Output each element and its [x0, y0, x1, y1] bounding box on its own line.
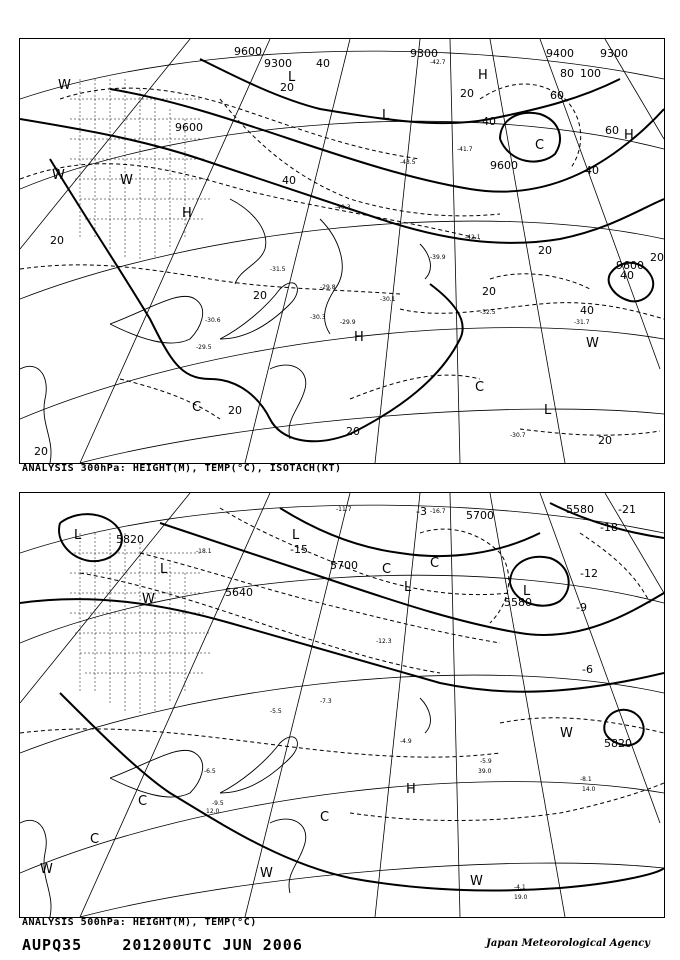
pressure-system-label: W: [52, 168, 65, 183]
station-temp: -30.7: [510, 432, 526, 439]
pressure-system-label: C: [138, 794, 148, 809]
pressure-system-label: H: [354, 330, 364, 345]
contour-labels-500: [116, 503, 632, 750]
station-temp: -30.6: [205, 317, 221, 324]
isotach-label: 20: [650, 251, 664, 264]
pressure-system-label: L: [288, 70, 296, 85]
caption-300hpa: ANALYSIS 300hPa: HEIGHT(M), TEMP(°C), ISOTACH(KT): [22, 463, 342, 474]
pressure-system-label: L: [160, 562, 168, 577]
pressure-systems-300: [52, 68, 634, 418]
bulletin-code: AUPQ35: [22, 936, 83, 954]
station-temp: -41.7: [457, 146, 473, 153]
station-temp: -29.9: [340, 319, 356, 326]
station-temp: -4.9: [400, 738, 412, 745]
station-temp: -29.8: [320, 284, 336, 291]
station-temp: -43.5: [400, 159, 416, 166]
pressure-system-label: C: [320, 810, 330, 825]
station-temp: -29.5: [196, 344, 212, 351]
isotach-label: 40: [585, 164, 599, 177]
pressure-system-label: H: [478, 68, 488, 83]
isotach-label: 60: [550, 89, 564, 102]
station-temp: -18.1: [196, 548, 212, 555]
isotach-label: 40: [620, 269, 634, 282]
pressure-system-label: W: [560, 726, 573, 741]
station-observations-300: [196, 59, 590, 439]
isotach-label: 100: [580, 67, 601, 80]
height-label: 9300: [600, 47, 628, 60]
station-temp: -31.7: [574, 319, 590, 326]
pressure-system-label: C: [90, 832, 100, 847]
pressure-system-label: L: [74, 528, 82, 543]
pressure-system-label: W: [260, 866, 273, 881]
isotherm-label: -6: [582, 663, 593, 676]
bulletin-time: 201200UTC JUN 2006: [122, 936, 303, 954]
height-label: 9300: [410, 47, 438, 60]
station-temp: -6.5: [204, 768, 216, 775]
graticule-300: [20, 39, 664, 463]
caption-500hpa: ANALYSIS 500hPa: HEIGHT(M), TEMP(°C): [22, 917, 257, 928]
pressure-system-label: W: [40, 862, 53, 877]
height-label: 9600: [490, 159, 518, 172]
isotach-label: 20: [253, 289, 267, 302]
station-temp: -12.3: [376, 638, 392, 645]
bulletin-header: [22, 936, 303, 954]
coastlines-500: [20, 698, 430, 917]
cold-area-hatching-300: [70, 79, 210, 259]
isotach-label: 20: [34, 445, 48, 458]
station-observations-500: [196, 506, 596, 901]
agency-name: Japan Meteorological Agency: [486, 938, 650, 949]
isotach-label: 40: [316, 57, 330, 70]
isotherm-labels-500: [290, 503, 636, 676]
station-temp: -30.3: [310, 314, 326, 321]
height-label: 9600: [616, 259, 644, 272]
isotherm-label: -9: [576, 601, 587, 614]
height-label: 5580: [504, 596, 532, 609]
map-500hpa: [20, 493, 664, 917]
isotherm-label: -18: [600, 521, 618, 534]
station-temp: -5.9: [480, 758, 492, 765]
pressure-system-label: C: [382, 562, 392, 577]
isotach-label: 40: [482, 115, 496, 128]
isotach-label: 20: [280, 81, 294, 94]
station-temp: 12.0: [206, 808, 220, 815]
station-temp: -42.1: [465, 234, 481, 241]
pressure-system-label: C: [475, 380, 485, 395]
pressure-system-label: W: [586, 336, 599, 351]
station-temp: 19.0: [514, 894, 528, 901]
isotherm-label: -3: [416, 505, 427, 518]
isotach-label: 20: [346, 425, 360, 438]
height-label: 5640: [225, 586, 253, 599]
height-label: 5700: [466, 509, 494, 522]
height-contours-300: [20, 59, 664, 441]
isotach-label: 40: [580, 304, 594, 317]
station-temp: -16.7: [430, 508, 446, 515]
cold-area-hatching-500: [70, 533, 210, 713]
pressure-system-label: L: [523, 584, 531, 599]
station-temp: -7.3: [320, 698, 332, 705]
isotach-label: 20: [228, 404, 242, 417]
pressure-systems-500: [40, 528, 573, 889]
station-temp: -42.7: [430, 59, 446, 66]
pressure-system-label: H: [182, 206, 192, 221]
station-temp: 39.0: [478, 768, 492, 775]
station-temp: -9.5: [212, 800, 224, 807]
isotherm-lines-500: [20, 508, 664, 821]
height-label: 9600: [175, 121, 203, 134]
pressure-system-label: C: [535, 138, 545, 153]
pressure-system-label: W: [142, 592, 155, 607]
pressure-system-label: W: [470, 874, 483, 889]
chart-300hpa: [19, 38, 665, 464]
isotach-label: 20: [598, 434, 612, 447]
station-temp: -31.5: [270, 266, 286, 273]
pressure-system-label: L: [382, 108, 390, 123]
station-temp: -39.9: [430, 254, 446, 261]
station-temp: -4.1: [514, 884, 526, 891]
height-label: 5580: [566, 503, 594, 516]
isotach-label: 80: [560, 67, 574, 80]
station-temp: -11.7: [336, 506, 352, 513]
pressure-system-label: W: [58, 78, 71, 93]
isotherm-label: -12: [580, 567, 598, 580]
height-label: 5820: [116, 533, 144, 546]
height-label: 9400: [546, 47, 574, 60]
height-label: 9300: [264, 57, 292, 70]
height-label: 5820: [604, 737, 632, 750]
height-label: 5700: [330, 559, 358, 572]
isotach-label: 60: [605, 124, 619, 137]
station-temp: -8.1: [580, 776, 592, 783]
isotach-labels-300: [34, 57, 664, 458]
pressure-system-label: W: [120, 173, 133, 188]
graticule-500: [20, 493, 664, 917]
isotach-label: 20: [538, 244, 552, 257]
station-temp: -30.1: [380, 296, 396, 303]
pressure-system-label: L: [404, 580, 412, 595]
isotach-label: 20: [460, 87, 474, 100]
pressure-system-label: L: [292, 528, 300, 543]
pressure-system-label: H: [406, 782, 416, 797]
height-label: 9600: [234, 45, 262, 58]
chart-500hpa: [19, 492, 665, 918]
station-temp: -5.5: [270, 708, 282, 715]
pressure-system-label: C: [192, 400, 202, 415]
station-temp: -40.3: [335, 204, 351, 211]
pressure-system-label: L: [544, 403, 552, 418]
pressure-system-label: H: [624, 128, 634, 143]
station-temp: -32.5: [480, 309, 496, 316]
isotach-label: 20: [482, 285, 496, 298]
isotach-label: 40: [282, 174, 296, 187]
station-temp: 14.0: [582, 786, 596, 793]
pressure-system-label: C: [430, 556, 440, 571]
isotherm-label: -21: [618, 503, 636, 516]
map-300hpa: [20, 39, 664, 463]
isotach-label: 20: [50, 234, 64, 247]
isotherm-label: -15: [290, 543, 308, 556]
